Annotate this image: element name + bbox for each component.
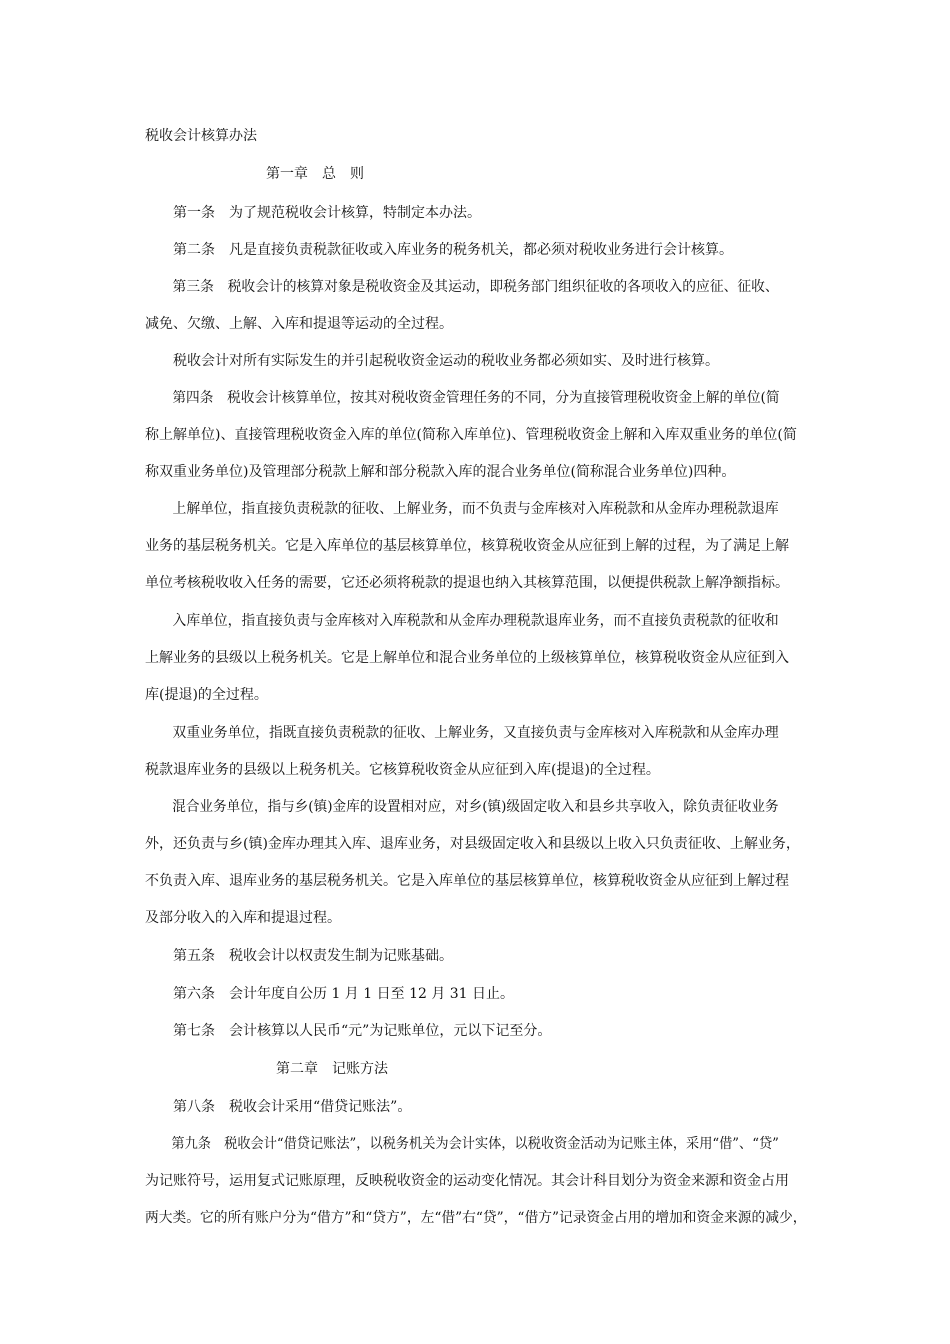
paragraph-line: 及部分收入的入库和提退过程。	[145, 910, 341, 926]
paragraph-line: 业务的基层税务机关。它是入库单位的基层核算单位，核算税收资金从应征到上解的过程，为了满足上解	[145, 538, 789, 554]
paragraph-article-4	[145, 388, 807, 499]
paragraph-line: 减免、欠缴、上解、入库和提退等运动的全过程。	[145, 316, 453, 332]
paragraph-article-3-note	[145, 351, 807, 388]
paragraph-line: 单位考核税收收入任务的需要，它还必须将税款的提退也纳入其核算范围，以便提供税款上解净额指标。	[145, 575, 789, 591]
paragraph-article-2	[145, 240, 807, 277]
paragraph-line: 第九条 税收会计“借贷记账法”，以税务机关为会计实体，以税收资金活动为记账主体，采用“借”、“贷”	[171, 1136, 779, 1152]
paragraph-article-7	[145, 1021, 807, 1058]
paragraph-line: 库(提退)的全过程。	[145, 687, 268, 703]
paragraph-article-6	[145, 984, 807, 1021]
paragraph-line: 上解业务的县级以上税务机关。它是上解单位和混合业务单位的上级核算单位，核算税收资金从应征到入	[145, 650, 789, 666]
paragraph-line: 上解单位，指直接负责税款的征收、上解业务，而不负责与金库核对入库税款和从金库办理税款退库	[172, 501, 779, 517]
paragraph-line: 称双重业务单位)及管理部分税款上解和部分税款入库的混合业务单位(简称混合业务单位)四种。	[145, 464, 736, 480]
paragraph-line: 第五条 税收会计以权责发生制为记账基础。	[173, 948, 453, 964]
paragraph-line: 第一条 为了规范税收会计核算，特制定本办法。	[173, 205, 481, 221]
paragraph-article-9	[145, 1134, 807, 1245]
paragraph-line: 入库单位，指直接负责与金库核对入库税款和从金库办理税款退库业务，而不直接负责税款的征收和	[172, 613, 779, 629]
paragraph-line: 称上解单位)、直接管理税收资金入库的单位(简称入库单位)、管理税收资金上解和入库双重业务的单位(简	[145, 427, 797, 443]
paragraph-line: 不负责入库、退库业务的基层税务机关。它是入库单位的基层核算单位，核算税收资金从应征到上解过程	[145, 873, 789, 889]
paragraph-line: 外，还负责与乡(镇)金库办理其入库、退库业务，对县级固定收入和县级以上收入只负责征收、上解业务，	[145, 836, 800, 852]
paragraph-line: 两大类。它的所有账户分为“借方”和“贷方”，左“借”右“贷”，“借方”记录资金占用的增加和资金来源的减少，	[145, 1210, 807, 1226]
paragraph-line: 税收会计对所有实际发生的并引起税收资金运动的税收业务都必须如实、及时进行核算。	[173, 353, 719, 369]
paragraph-line: 第四条 税收会计核算单位，按其对税收资金管理任务的不同，分为直接管理税收资金上解的单位(简	[172, 390, 780, 406]
chapter-heading-2: 第二章 记账方法	[276, 1061, 388, 1077]
paragraph-line: 税款退库业务的县级以上税务机关。它核算税收资金从应征到入库(提退)的全过程。	[145, 762, 660, 778]
paragraph-article-3	[145, 277, 807, 351]
paragraph-line: 为记账符号，运用复式记账原理，反映税收资金的运动变化情况。其会计科目划分为资金来源和资金占用	[145, 1173, 789, 1189]
paragraph-dual-unit	[145, 723, 807, 797]
paragraph-mixed-unit	[145, 797, 807, 945]
document-title: 税收会计核算办法	[145, 128, 257, 144]
chapter-heading-1: 第一章 总 则	[266, 166, 364, 182]
paragraph-line: 第六条 会计年度自公历 1 月 1 日至 12 月 31 日止。	[173, 986, 515, 1002]
paragraph-treasury-unit	[145, 611, 807, 722]
paragraph-line: 第三条 税收会计的核算对象是税收资金及其运动，即税务部门组织征收的各项收入的应征、征收、	[172, 279, 779, 295]
paragraph-line: 第二条 凡是直接负责税款征收或入库业务的税务机关，都必须对税收业务进行会计核算。	[173, 242, 733, 258]
paragraph-article-5	[145, 946, 807, 983]
paragraph-line: 第八条 税收会计采用“借贷记账法”。	[173, 1099, 412, 1115]
paragraph-article-1	[145, 203, 807, 240]
paragraph-line: 第七条 会计核算以人民币“元”为记账单位，元以下记至分。	[173, 1023, 552, 1039]
paragraph-article-8	[145, 1097, 807, 1134]
paragraph-line: 混合业务单位，指与乡(镇)金库的设置相对应，对乡(镇)级固定收入和县乡共享收入，除负责征收业务	[172, 799, 779, 815]
paragraph-remit-unit	[145, 499, 807, 610]
paragraph-line: 双重业务单位，指既直接负责税款的征收、上解业务，又直接负责与金库核对入库税款和从金库办理	[172, 725, 779, 741]
